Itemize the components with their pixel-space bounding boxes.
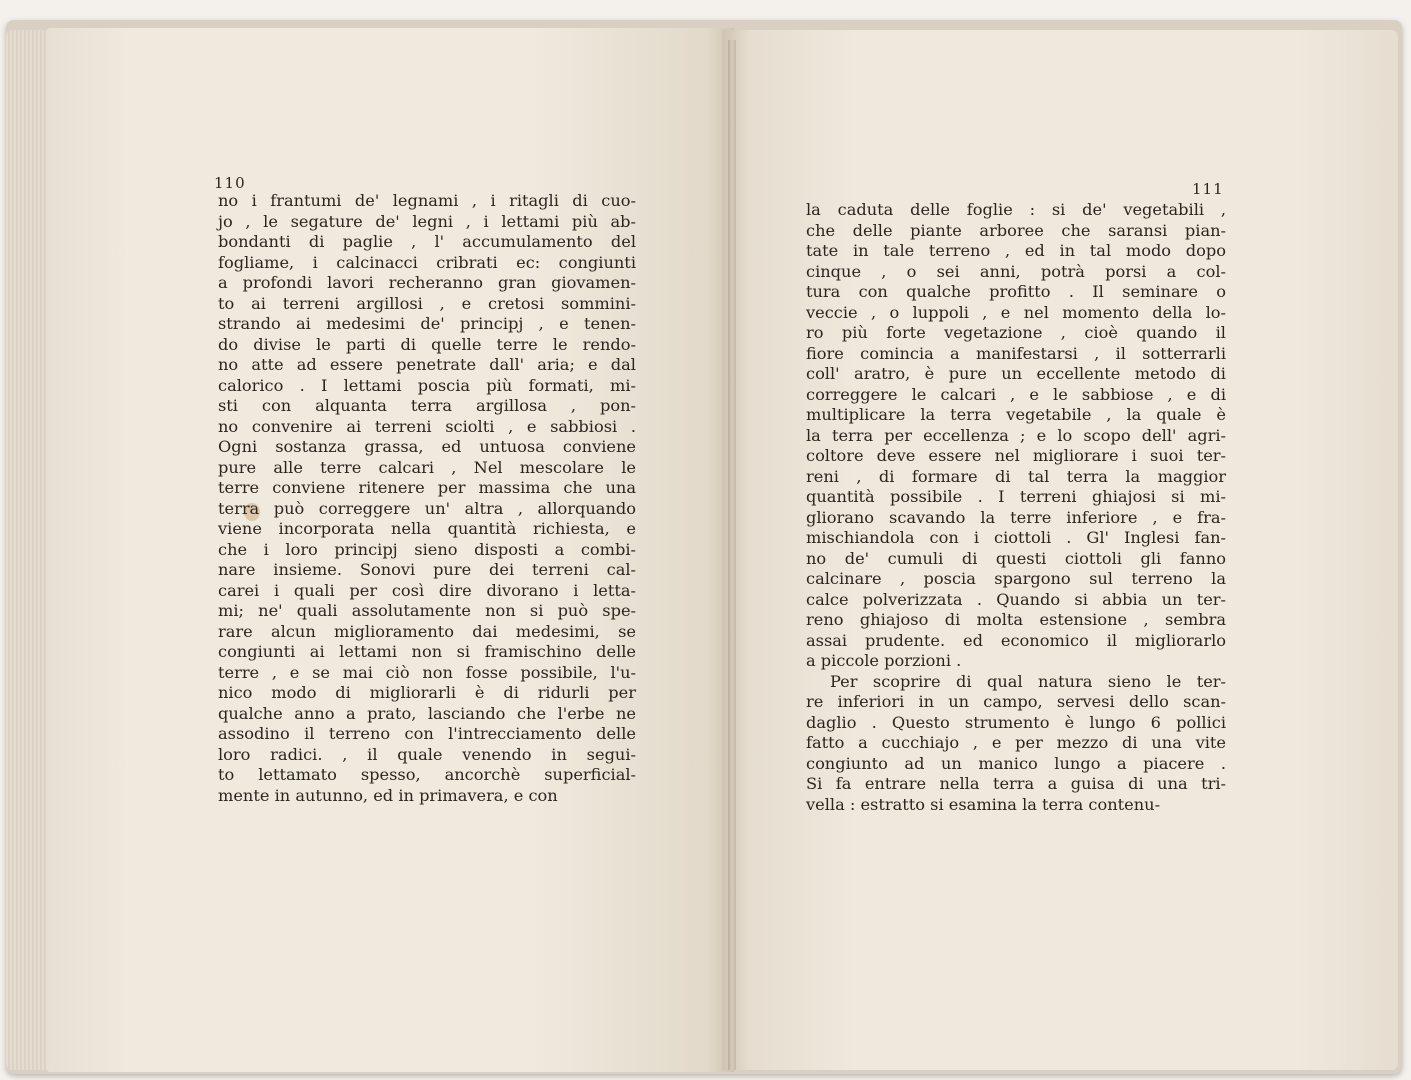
text-line: no i frantumi de' legnami , i ritagli di cuo- — [218, 191, 636, 210]
text-line: che delle piante arboree che saransi pian- — [806, 220, 1226, 240]
text-line: ro più forte vegetazione , cioè quando il — [806, 323, 1226, 342]
text-line: tura con qualche profitto . Il seminare o — [806, 282, 1226, 301]
text-line: no atte ad essere penetrate dall' aria; e dal — [218, 355, 636, 374]
text-line: daglio . Questo strumento è lungo 6 pollici — [806, 712, 1226, 732]
text-line: terra può correggere un' altra , allorquando — [218, 498, 636, 518]
left-page-number: 110 — [214, 174, 246, 192]
text-line: fogliame, i calcinacci cribrati ec: congiunti — [218, 252, 636, 272]
text-line: la terra per eccellenza ; e lo scopo dell' agri- — [806, 425, 1226, 445]
text-line: mi; ne' quali assolutamente non si può spe- — [218, 601, 636, 620]
text-line: veccie , o luppoli , e nel momento della lo- — [806, 302, 1226, 322]
text-line: carei i quali per così dire divorano i letta- — [218, 580, 636, 600]
text-line: terre , e se mai ciò non fosse possibile, l'u- — [218, 662, 636, 682]
text-line: coll' aratro, è pure un eccellente metodo di — [806, 364, 1226, 383]
text-line: Si fa entrare nella terra a guisa di una tri- — [806, 774, 1226, 793]
text-line: la caduta delle foglie : si de' vegetabili , — [806, 200, 1226, 219]
text-line: pure alle terre calcari , Nel mescolare le — [218, 457, 636, 477]
text-line: mente in autunno, ed in primavera, e con — [218, 785, 558, 805]
text-line: Ogni sostanza grassa, ed untuosa conviene — [218, 437, 636, 456]
text-line: multiplicare la terra vegetabile , la quale è — [806, 405, 1226, 424]
text-line: che i loro principj sieno disposti a combi- — [218, 539, 636, 559]
text-line: reni , di formare di tal terra la maggior — [806, 466, 1226, 486]
text-line: nare insieme. Sonovi pure dei terreni cal- — [218, 560, 636, 579]
text-line: quantità possibile . I terreni ghiajosi si mi- — [806, 487, 1226, 506]
text-line: nico modo di migliorarli è di ridurli per — [218, 683, 636, 702]
text-line: fatto a cucchiajo , e per mezzo di una vite — [806, 733, 1226, 752]
text-line: congiunto ad un manico lungo a piacere . — [806, 753, 1226, 773]
text-line: gliorano scavando la terre inferiore , e fra- — [806, 507, 1226, 527]
text-line: fiore comincia a manifestarsi , il sotterrarli — [806, 343, 1226, 363]
text-line: re inferiori in un campo, servesi dello scan- — [806, 692, 1226, 711]
text-line: terre conviene ritenere per massima che una — [218, 478, 636, 497]
text-line: correggere le calcari , e le sabbiose , e di — [806, 384, 1226, 404]
text-line: no de' cumuli di questi ciottoli gli fanno — [806, 548, 1226, 568]
text-line: coltore deve essere nel migliorare i suoi ter- — [806, 446, 1226, 465]
right-page-text — [806, 200, 1226, 815]
text-line: a profondi lavori recheranno gran giovamen- — [218, 273, 636, 292]
text-line: strando ai medesimi de' principj , e tenen- — [218, 314, 636, 333]
text-line: jo , le segature de' legni , i lettami più ab- — [218, 211, 636, 231]
text-line: to lettamato spesso, ancorchè superficial- — [218, 765, 636, 784]
text-line: a piccole porzioni . — [806, 651, 962, 670]
text-line: sti con alquanta terra argillosa , pon- — [218, 396, 636, 415]
text-line: congiunti ai lettami non si framischino delle — [218, 642, 636, 661]
text-line: no convenire ai terreni sciolti , e sabbiosi . — [218, 416, 636, 436]
text-line: loro radici. , il quale venendo in segui- — [218, 744, 636, 764]
text-line: bondanti di paglie , l' accumulamento del — [218, 232, 636, 251]
text-line: cinque , o sei anni, potrà porsi a col- — [806, 261, 1226, 281]
text-line: calcinare , poscia spargono sul terreno la — [806, 569, 1226, 588]
text-line: do divise le parti di quelle terre le rendo- — [218, 334, 636, 354]
right-page-number: 111 — [1192, 180, 1224, 198]
text-line: vella : estratto si esamina la terra contenu- — [806, 794, 1161, 814]
text-line: Per scoprire di qual natura sieno le ter- — [830, 671, 1226, 691]
text-line: to ai terreni argillosi , e cretosi sommini- — [218, 293, 636, 313]
text-line: assai prudente. ed economico il migliorarlo — [806, 630, 1226, 650]
text-line: tate in tale terreno , ed in tal modo dopo — [806, 241, 1226, 260]
book-gutter — [728, 40, 736, 1070]
text-line: calce polverizzata . Quando si abbia un ter- — [806, 589, 1226, 609]
text-line: calorico . I lettami poscia più formati, mi- — [218, 375, 636, 395]
text-line: qualche anno a prato, lasciando che l'erbe ne — [218, 703, 636, 723]
text-line: reno ghiajoso di molta estensione , sembra — [806, 610, 1226, 629]
text-line: viene incorporata nella quantità richiesta, e — [218, 519, 636, 538]
text-line: assodino il terreno con l'intrecciamento delle — [218, 724, 636, 743]
left-page-text — [218, 191, 636, 806]
text-line: mischiandola con i ciottoli . Gl' Inglesi fan- — [806, 528, 1226, 547]
text-line: rare alcun miglioramento dai medesimi, se — [218, 621, 636, 641]
